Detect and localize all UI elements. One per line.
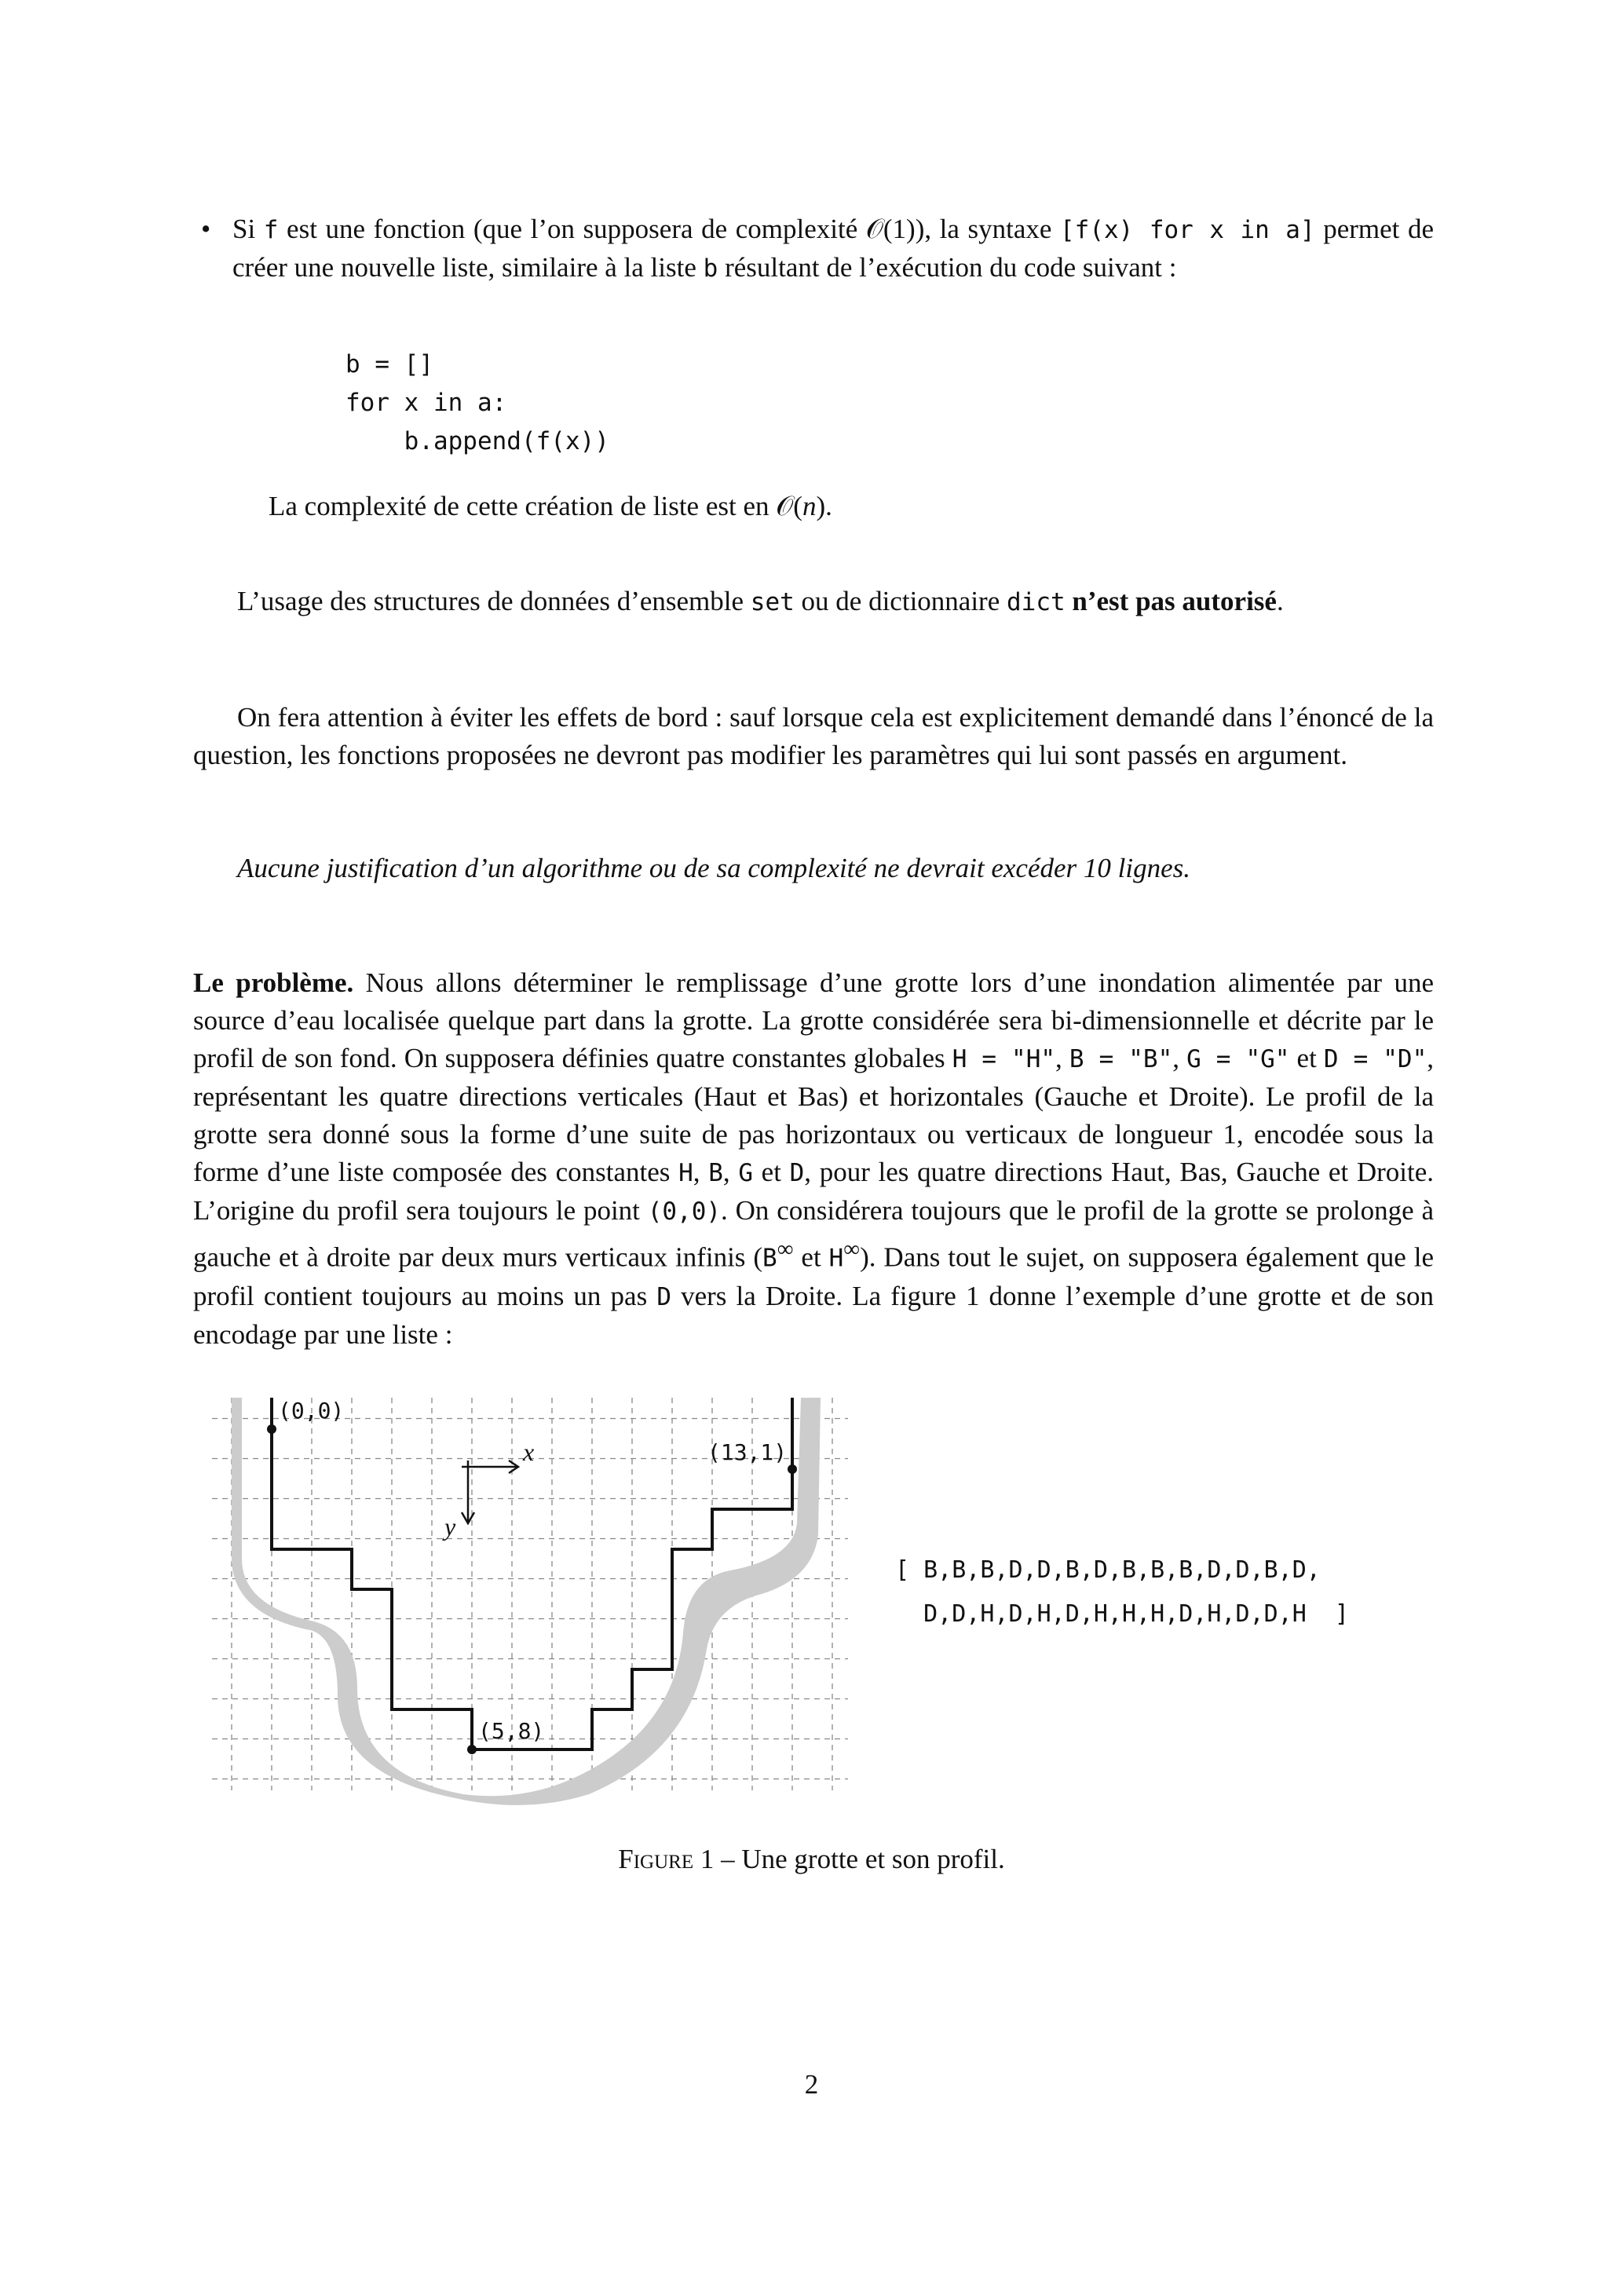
sep: et bbox=[752, 1157, 790, 1187]
code-const-g: G = "G" bbox=[1186, 1045, 1290, 1073]
probleme-text: , pour les quatre directions Haut, Bas, Gauche et Droite. L’origine du profil sera toujours le point bbox=[193, 1157, 1435, 1226]
code-const-h: H = "H" bbox=[952, 1045, 1056, 1073]
usage-text: L’usage des structures de données d’ensemble bbox=[237, 586, 751, 616]
origin-point bbox=[267, 1424, 276, 1434]
math-close: ). bbox=[816, 491, 832, 521]
origin-label: (0,0) bbox=[278, 1398, 345, 1424]
side-effects-paragraph: On fera attention à éviter les effets de bord : sauf lorsque cela est explicitement demandé dans l’énoncé de la question, les fonctions proposées ne devront pas modifier les paramètres qui lui sont passés en argument. bbox=[193, 702, 1434, 770]
profile-list bbox=[895, 1548, 1349, 1636]
y-axis-label: y bbox=[444, 1512, 456, 1541]
code-list-comprehension: [f(x) for x in a] bbox=[1060, 216, 1315, 244]
code-line: for x in a: bbox=[345, 389, 507, 417]
sep: et bbox=[793, 1241, 829, 1273]
caption-label: Figure 1 bbox=[618, 1844, 715, 1874]
x-axis-label: x bbox=[523, 1438, 535, 1466]
code-b: b bbox=[703, 254, 718, 283]
profile-list-line: [ B,B,B,D,D,B,D,B,B,B,D,D,B,D, bbox=[895, 1556, 1321, 1584]
profile-list-line: D,D,H,D,H,D,H,H,H,D,H,D,D,H ] bbox=[895, 1600, 1349, 1628]
code-g: G bbox=[738, 1159, 753, 1187]
bottom-point bbox=[467, 1745, 477, 1754]
math-o: 𝒪( bbox=[776, 491, 802, 521]
page-number: 2 bbox=[804, 2069, 819, 2100]
code-line: b = [] bbox=[345, 350, 433, 378]
code-const-b: B = "B" bbox=[1069, 1045, 1173, 1073]
code-block bbox=[345, 345, 609, 461]
sep: et bbox=[1289, 1043, 1324, 1073]
code-b: B bbox=[708, 1159, 723, 1187]
code-const-d: D = "D" bbox=[1323, 1045, 1427, 1073]
probleme-paragraph bbox=[193, 964, 1434, 1354]
probleme-text: Nous allons déterminer le remplissage d’une grotte lors d’une inondation alimentée par une source d’eau localisée quelque part dans la grotte. La grotte considérée sera bi-dimensionnelle et décrite par le profil de son fond. On supposera définies quatre constantes globales bbox=[193, 967, 1434, 1073]
sep: , bbox=[1172, 1043, 1187, 1073]
code-origin: (0,0) bbox=[647, 1197, 722, 1226]
code-d: D bbox=[789, 1159, 805, 1187]
math-o1: 𝒪(1) bbox=[865, 214, 916, 244]
code-b-inf: B bbox=[762, 1244, 777, 1273]
end-point bbox=[788, 1464, 797, 1474]
sep: , bbox=[722, 1157, 739, 1187]
bullet-text: est une fonction (que l’on supposera de complexité bbox=[278, 214, 866, 244]
bullet-icon: • bbox=[201, 214, 211, 244]
code-d-step: D bbox=[656, 1282, 671, 1311]
caption-text: – Une grotte et son profil. bbox=[714, 1844, 1005, 1874]
code-h: H bbox=[678, 1159, 693, 1187]
infinity-sup: ∞ bbox=[777, 1237, 794, 1262]
usage-bold: n’est pas autorisé bbox=[1065, 586, 1277, 616]
usage-paragraph bbox=[193, 583, 1434, 621]
axes bbox=[442, 1438, 534, 1541]
figure-caption bbox=[0, 1844, 1623, 1875]
bullet-text: Si bbox=[232, 214, 264, 244]
probleme-text: vers la Droite. La figure 1 donne l’exemple d’une grotte et de son encodage par une liste : bbox=[193, 1280, 1434, 1350]
code-set: set bbox=[750, 588, 795, 616]
infinity-sup: ∞ bbox=[843, 1237, 861, 1262]
bullet-text: résultant de l’exécution du code suivant : bbox=[718, 252, 1177, 283]
code-f: f bbox=[263, 216, 279, 244]
complexity-text: La complexité de cette création de liste est en bbox=[269, 491, 777, 521]
probleme-text: ). Dans tout le sujet, on supposera également que le profil contient toujours au moins un pas bbox=[193, 1241, 1434, 1311]
probleme-text: , représentant les quatre directions verticales (Haut et Bas) et horizontales (Gauche et Droite). Le profil de la grotte sera donné sous la forme d’une suite de pas horizontaux ou verticaux de longueur 1, encodée sous la forme d’une liste composée des constantes bbox=[193, 1043, 1434, 1187]
bullet-paragraph bbox=[201, 210, 1434, 287]
end-label: (13,1) bbox=[707, 1439, 788, 1465]
probleme-text: . On considérera toujours que le profil de la grotte se prolonge à gauche et à droite par deux murs verticaux infinis ( bbox=[193, 1195, 1434, 1273]
usage-text: ou de dictionnaire bbox=[794, 586, 1007, 616]
bullet-text: ), la syntaxe bbox=[915, 214, 1061, 244]
bullet-text: permet de créer une nouvelle liste, similaire à la liste bbox=[232, 214, 1434, 283]
sep: , bbox=[1055, 1043, 1069, 1073]
cave-figure bbox=[212, 1398, 856, 1806]
complexity-line bbox=[269, 491, 832, 522]
sep: , bbox=[693, 1157, 709, 1187]
justification-note: Aucune justification d’un algorithme ou de sa complexité ne devrait excéder 10 lignes. bbox=[237, 853, 1190, 883]
bottom-label: (5,8) bbox=[478, 1718, 545, 1744]
code-h-inf: H bbox=[828, 1244, 844, 1273]
math-n: n bbox=[802, 491, 817, 521]
code-dict: dict bbox=[1007, 588, 1066, 616]
probleme-title: Le problème. bbox=[193, 967, 354, 998]
code-line: b.append(f(x)) bbox=[345, 427, 609, 455]
usage-text: . bbox=[1276, 586, 1284, 616]
